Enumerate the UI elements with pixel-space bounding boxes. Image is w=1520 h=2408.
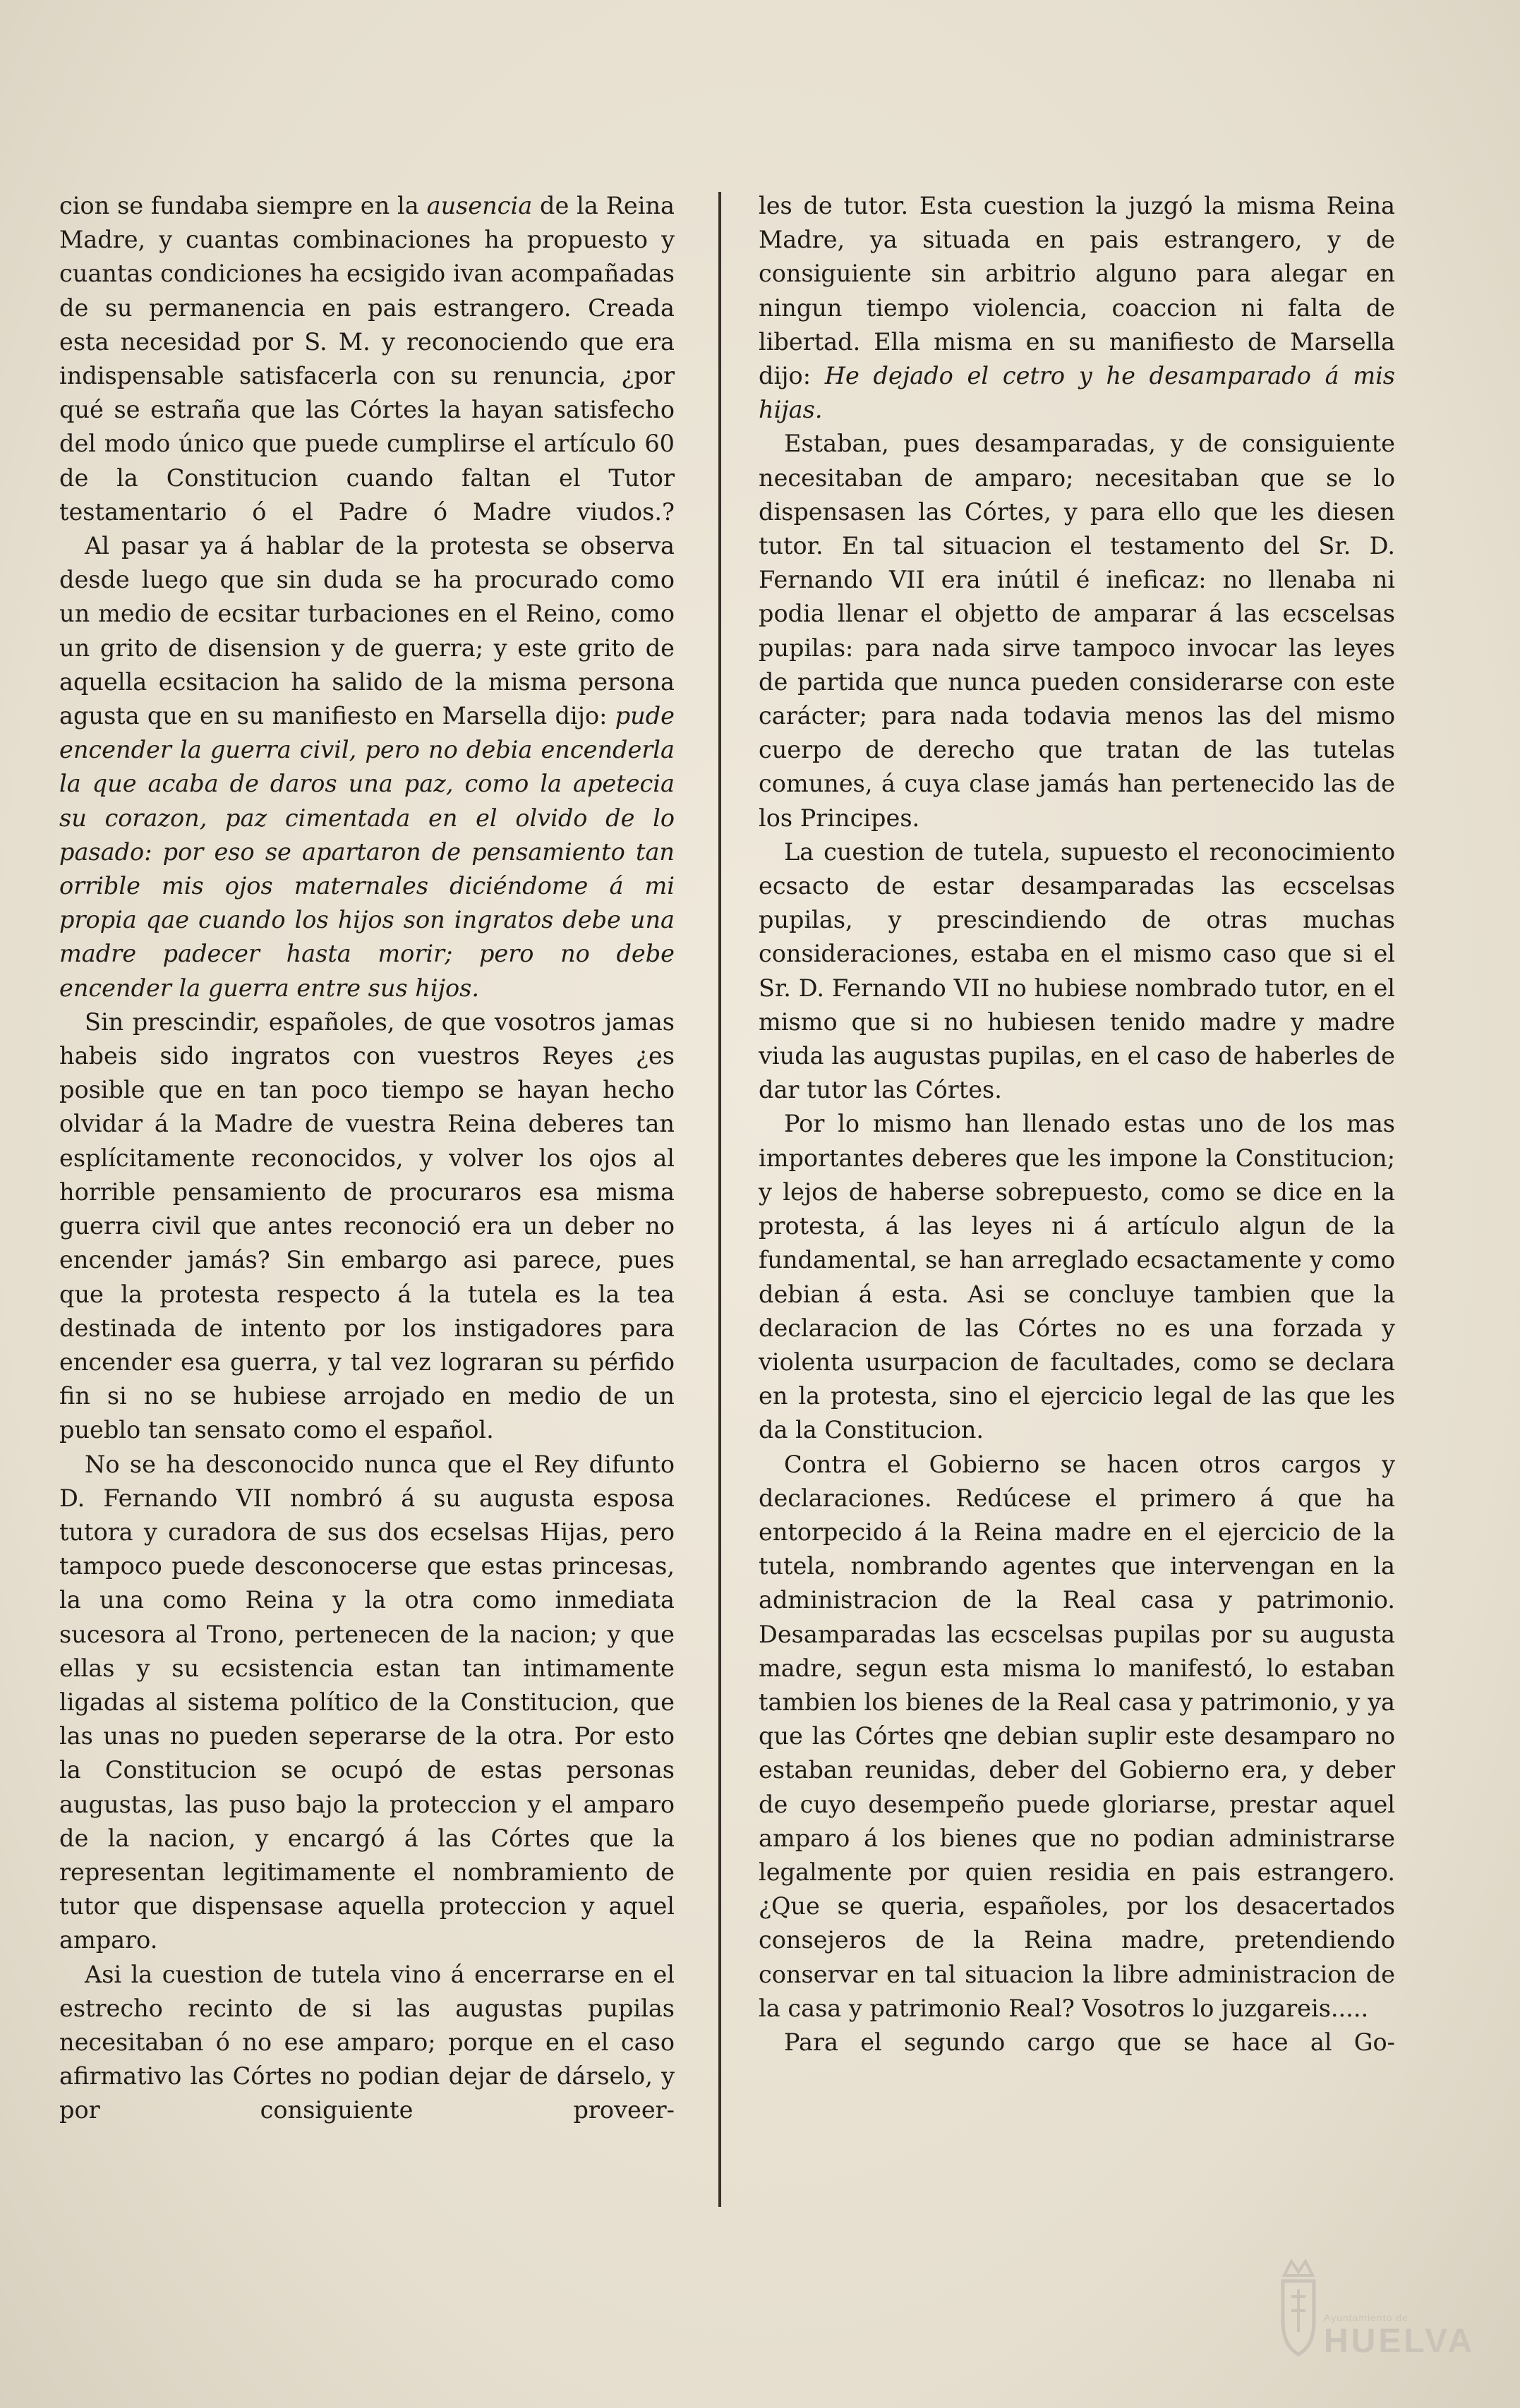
- paragraph: Para el segundo cargo que se hace al Go-: [784, 2028, 1395, 2056]
- coat-of-arms-icon: [1277, 2254, 1320, 2360]
- paragraph: No se ha desconocido nunca que el Rey difunto D. Fernando VII nombró á su augusta esposa tutora y curadora de sus dos ecselsas Hijas, pero tampoco puede desconocerse que estas princesas, la una como Reina y la otra como inmediata sucesora al Trono, pertenecen de la nacion; y que ellas y su ecsistencia estan tan intimamente ligadas al sistema político de la Constitucion, que las unas no pueden seperarse de la otra. Por esto la Constitucion se ocupó de estas personas augustas, las puso bajo la proteccion y el amparo de la nacion, y encargó á las Córtes que la representan legitimamente el nombramiento de tutor que dispensase aquella proteccion y aquel amparo.: [59, 1450, 675, 1954]
- left-column: [59, 189, 675, 2128]
- huelva-watermark: [1277, 2254, 1489, 2388]
- paragraph: Contra el Gobierno se hacen otros cargos y declaraciones. Redúcese el primero á que ha entorpecido á la Reina madre en el ejercicio de la tutela, nombrando agentes que intervengan en la administracion de la Real casa y patrimonio. Desamparadas las ecscelsas pupilas por su augusta madre, segun esta misma lo manifestó, lo estaban tambien los bienes de la Real casa y patrimonio, y ya que las Córtes qne debian suplir este desamparo no estaban reunidas, deber del Gobierno era, y deber de cuyo desempeño puede gloriarse, prestar aquel amparo á los bienes que no podian administrarse legalmente por quien residia en pais estrangero. ¿Que se queria, españoles, por los desacertados consejeros de la Reina madre, pretendiendo conservar en tal situacion la libre administracion de la casa y patrimonio Real? Vosotros lo juzgareis.....: [759, 1450, 1395, 2022]
- paragraph: Sin prescindir, españoles, de que vosotros jamas habeis sido ingratos con vuestros Reyes ¿es posible que en tan poco tiempo se hayan hecho olvidar á la Madre de vuestra Reina deberes tan esplícitamente reconocidos, y volver los ojos al horrible pensamiento de procuraros esa misma guerra civil que antes reconoció era un deber no encender jamás? Sin embargo asi parece, pues que la protesta respecto á la tutela es la tea destinada de intento por los instigadores para encender esa guerra, y tal vez lograran su pérfido fin si no se hubiese arrojado en medio de un pueblo tan sensato como el español.: [59, 1008, 675, 1444]
- paragraph: les de tutor. Esta cuestion la juzgó la misma Reina Madre, ya situada en pais estrangero, y de consiguiente sin arbitrio alguno para alegar en ningun tiempo violencia, coaccion ni falta de libertad. Ella misma en su manifiesto de Marsella dijo: He dejado el cetro y he desamparado á mis hijas.: [759, 192, 1396, 424]
- paragraph: Asi la cuestion de tutela vino á encerrarse en el estrecho recinto de si las augustas pupilas necesitaban ó no ese amparo; porque en el caso afirmativo las Córtes no podian dejar de dárselo, y por consiguiente proveer-: [59, 1960, 675, 2124]
- paragraph: Estaban, pues desamparadas, y de consiguiente necesitaban de amparo; necesitaban que se lo dispensasen las Córtes, y para ello que les diesen tutor. En tal situacion el testamento del Sr. D. Fernando VII era inútil é ineficaz: no llenaba ni podia llenar el objetto de amparar á las ecscelsas pupilas: para nada sirve tampoco invocar las leyes de partida que nunca pueden considerarse con este carácter; para nada todavia menos las del mismo cuerpo de derecho que tratan de las tutelas comunes, á cuya clase jamás han pertenecido las de los Principes.: [759, 430, 1395, 832]
- paragraph: cion se fundaba siempre en la ausencia de la Reina Madre, y cuantas combinaciones ha propuesto y cuantas condiciones ha ecsigido ivan acompañadas de su permanencia en pais estrangero. Creada esta necesidad por S. M. y reconociendo que era indispensable satisfacerla con su renuncia, ¿por qué se estraña que las Córtes la hayan satisfecho del modo único que puede cumplirse el artículo 60 de la Constitucion cuando faltan el Tutor testamentario ó el Padre ó Madre viudos.?: [59, 192, 675, 526]
- paragraph: La cuestion de tutela, supuesto el reconocimiento ecsacto de estar desamparadas las ecscelsas pupilas, y prescindiendo de otras muchas consideraciones, estaba en el mismo caso que si el Sr. D. Fernando VII no hubiese nombrado tutor, en el mismo que si no hubiesen tenido madre y madre viuda las augustas pupilas, en el caso de haberles de dar tutor las Córtes.: [759, 837, 1395, 1104]
- column-divider: [718, 192, 721, 2207]
- paragraph: Al pasar ya á hablar de la protesta se observa desde luego que sin duda se ha procurado como un medio de ecsitar turbaciones en el Reino, como un grito de disension y de guerra; y este grito de aquella ecsitacion ha salido de la misma persona agusta que en su manifiesto en Marsella dijo: pude encender la guerra civil, pero no debia encenderla la que acaba de daros una paz, como la apetecia su corazon, paz cimentada en el olvido de lo pasado: por eso se apartaron de pensamiento tan orrible mis ojos maternales diciéndome á mi propia qae cuando los hijos son ingratos debe una madre padecer hasta morir; pero no debe encender la guerra entre sus hijos.: [59, 532, 675, 1002]
- right-column: [759, 189, 1395, 2059]
- watermark-title: HUELVA: [1324, 2323, 1476, 2360]
- paragraph: Por lo mismo han llenado estas uno de los mas importantes deberes que les impone la Constitucion; y lejos de haberse sobrepuesto, como se dice en la protesta, á las leyes ni á artículo algun de la fundamental, se han arreglado ecsactamente y como debian á esta. Asi se concluye tambien que la declaracion de las Córtes no es una forzada y violenta usurpacion de facultades, como se declara en la protesta, sino el ejercicio legal de las que les da la Constitucion.: [759, 1110, 1395, 1444]
- watermark-caption: Ayuntamiento de: [1324, 2312, 1409, 2323]
